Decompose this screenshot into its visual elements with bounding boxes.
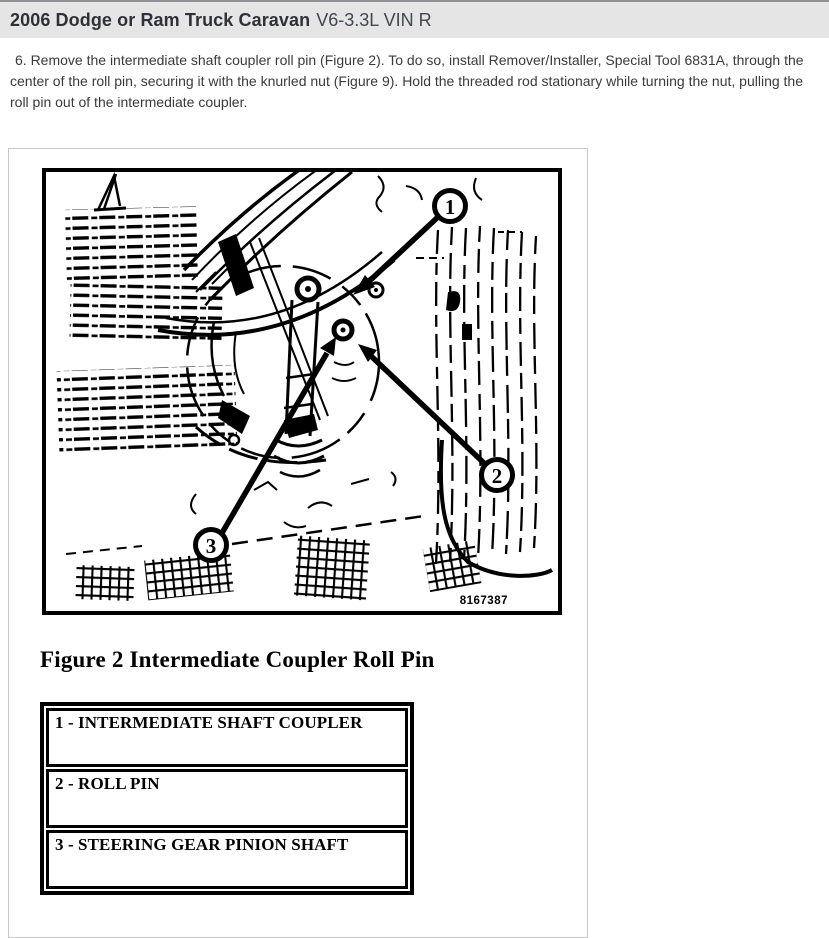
drawing-id-text: 8167387 [459,595,508,607]
callout-3-number: 3 [205,534,217,558]
vehicle-model-title: 2006 Dodge or Ram Truck Caravan [10,9,311,30]
figure-caption: Figure 2 Intermediate Coupler Roll Pin [40,647,435,672]
callout-2-number: 2 [491,464,503,488]
figure-legend-table [40,702,414,895]
legend-row-1 [46,708,408,767]
floor-panel-stripes [436,226,552,576]
legend-row-3 [46,830,408,889]
step-instruction-text: 6. Remove the intermediate shaft coupler roll pin (Figure 2). To do so, install Remover/Installer, Special Tool 6831A, through the center of the roll pin, securing it with the knurled nut (Figure 9). Hold the threaded rod stationary while turning the nut, pulling the roll pin out of the intermediate coupler. [10,52,804,110]
callout-1 [435,191,466,222]
figure-panel [8,148,588,938]
panel-seam-squiggle [94,174,126,210]
callout-1-number: 1 [444,195,456,219]
carpet-crosshatch [75,536,481,601]
legend-row-1-label: 1 - INTERMEDIATE SHAFT COUPLER [55,713,363,732]
callout-2 [482,460,513,491]
legend-row-2 [46,769,408,828]
legend-row-2-label: 2 - ROLL PIN [55,774,160,793]
figure-image-frame [42,168,562,615]
legend-row-3-label: 3 - STEERING GEAR PINION SHAFT [55,835,349,854]
vehicle-title-bar [0,0,829,38]
figure-drawing [46,172,558,611]
vehicle-engine-title: V6-3.3L VIN R [316,9,432,30]
callout-3 [196,530,227,561]
